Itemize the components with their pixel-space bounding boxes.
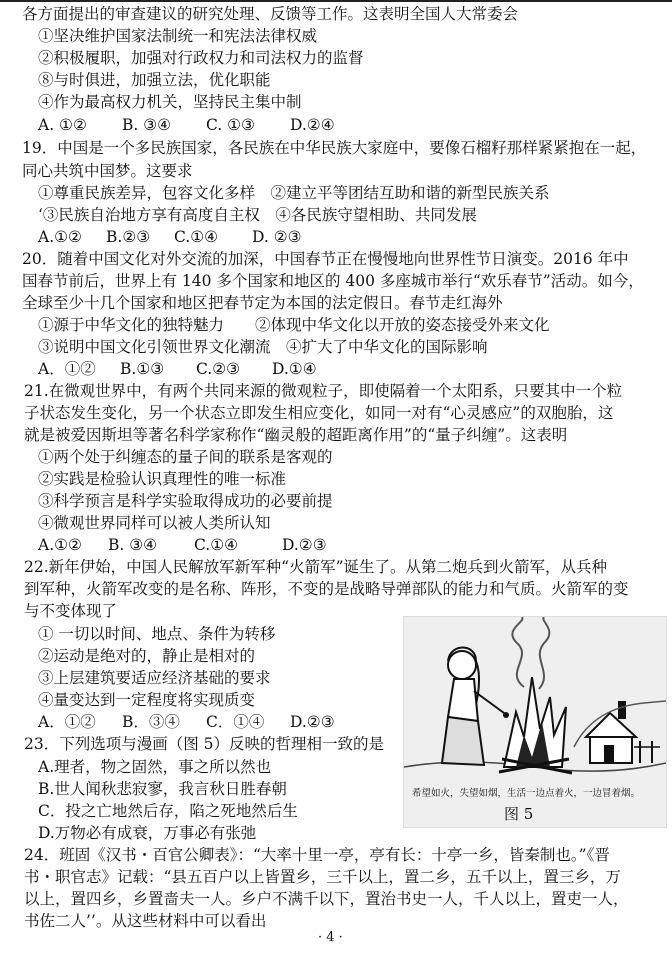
q21-stem-2: 子状态发生变化，另一个状态立即发生相应变化，如同一对有“心灵感应”的双胞胎，这 [24,404,614,422]
q20-stem-1: 20．随着中国文化对外交流的加深，中国春节正在慢慢地向世界性节日演变。2016 年中 [22,250,629,268]
q20-option-a: A．①② [38,360,96,378]
q18-statement-1: ①坚决维护国家法制统一和宪法法律权威 [38,27,318,45]
q22-statement-1: ① 一切以时间、地点、条件为转移 [38,625,276,643]
q18-option-a: A. ①② [38,116,87,134]
q21-statement-4: ④微观世界同样可以被人类所认知 [38,514,271,532]
q20-option-b: B.①③ [120,360,165,378]
q18-statement-3: ⑧与时俱进，加强立法，优化职能 [38,71,271,89]
q22-options [38,711,335,733]
q21-option-d: D.②③ [282,536,327,554]
q20-option-c: C.②③ [196,360,241,378]
q19-statements-12: ①尊重民族差异，包容文化多样 ②建立平等团结互助和谐的新型民族关系 [38,184,550,202]
q19-option-a: A.①② [38,228,82,246]
q22-stem-1: 22.新年伊始，中国人民解放军新军种“火箭军”诞生了。从第二炮兵到火箭军，从兵种 [24,558,608,576]
q22-statement-4: ④量变达到一定程度将实现质变 [38,691,256,709]
top-rule [0,0,672,2]
q23-option-b: B.世人闻秋悲寂寥，我言秋日胜春朝 [38,780,287,798]
q24-stem-1: 24．班固《汉书・百官公卿表》：“大率十里一亭，亭有长：十亭一乡，皆秦制也。”《晋 [24,846,610,864]
q23-option-d: D.万物必有成衰，万事必有张弛 [38,824,257,842]
q19-stem-2: 同心共筑中国梦。这要求 [22,162,193,180]
q22-statement-3: ③上层建筑要适应经济基础的要求 [38,669,271,687]
q18-option-c: C. ①③ [206,116,255,134]
q20-options [38,358,317,380]
q19-option-b: B.②③ [106,228,151,246]
q21-statement-1: ①两个处于纠缠态的量子间的联系是客观的 [38,448,333,466]
q23-stem: 23．下列选项与漫画（图 5）反映的哲理相一致的是 [24,735,385,753]
q23-option-c: C．投之亡地然后存，陷之死地然后生 [38,802,298,820]
q18-options [38,114,335,136]
q18-statement-2: ②积极履职，加强对行政权力和司法权力的监督 [38,49,364,67]
q23-option-a: A.理者，物之固然，事之所以然也 [38,758,272,776]
q21-options [38,534,327,556]
q18-statement-4: ④作为最高权力机关，坚持民主集中制 [38,93,302,111]
q20-statements-34: ③说明中国文化引领世界文化潮流 ④扩大了中华文化的国际影响 [38,338,488,356]
q22-stem-3: 与不变体现了 [24,602,118,620]
figure-label: 图 5 [504,805,534,823]
q24-stem-4: 书佐二人’’。从这些材料中可以看出 [24,912,267,930]
q22-stem-2: 到军种，火箭军改变的是名称、阵形，不变的是战略导弹部队的能力和气质。火箭军的变 [24,580,629,598]
q21-statement-3: ③科学预言是科学实验取得成功的必要前提 [38,492,333,510]
q21-option-b: B. ③④ [108,536,158,554]
cartoon-figure [403,616,667,828]
q24-stem-3: 以上，置四乡，乡置啬夫一人。乡户不满千以下，置治书史一人，千人以上，置吏一人， [24,890,629,908]
q19-statements-34: ‘③民族自治地方享有高度自主权 ④各民族守望相助、共同发展 [38,206,477,224]
q18-stem-end: 各方面提出的审查建议的研究处理、反馈等工作。这表明全国人大常委会 [22,5,519,23]
q21-stem-1: 21.在微观世界中，有两个共同来源的微观粒子，即使隔着一个太阳系，只要其中一个粒 [24,382,623,400]
q22-option-b: B．③④ [122,713,180,731]
cartoon-caption: 希望如火，失望如烟，生活一边点着火，一边冒着烟。 [412,788,641,799]
q22-option-d: D.②③ [290,713,335,731]
q18-option-b: B. ③④ [122,116,172,134]
q19-option-d: D. ②③ [252,228,302,246]
q20-stem-2: 国春节前后，世界上有 140 多个国家和地区的 400 多座城市举行“欢乐春节”活动。如今， [22,272,644,290]
q20-option-d: D.①④ [272,360,317,378]
q24-stem-2: 书・职官志》记载：“县五百户以上皆置乡，三千以上，置二乡，五千以上，置三乡，万 [24,868,621,886]
q21-statement-2: ②实践是检验认识真理性的唯一标准 [38,470,287,488]
q22-option-a: A．①② [38,713,96,731]
q19-stem-1: 19．中国是一个多民族国家，各民族在中华民族大家庭中，要像石榴籽那样紧紧抱在一起， [22,139,647,157]
q20-statements-12: ①源于中华文化的独特魅力 ②体现中华文化以开放的姿态接受外来文化 [38,316,550,334]
q20-stem-3: 全球至少十几个国家和地区把春节定为本国的法定假日。春节走红海外 [22,294,503,312]
q19-option-c: C.①④ [174,228,219,246]
q19-options [38,226,302,248]
q21-option-a: A.①② [38,536,82,554]
q18-option-d: D.②④ [290,116,335,134]
q21-option-c: C.①④ [194,536,239,554]
q21-stem-3: 就是被爱因斯坦等著名科学家称作“幽灵般的超距离作用”的“量子纠缠”。这表明 [24,426,568,444]
q22-statement-2: ②运动是绝对的，静止是相对的 [38,647,256,665]
page-number: · 4 · [318,930,343,945]
q22-option-c: C．①④ [206,713,265,731]
